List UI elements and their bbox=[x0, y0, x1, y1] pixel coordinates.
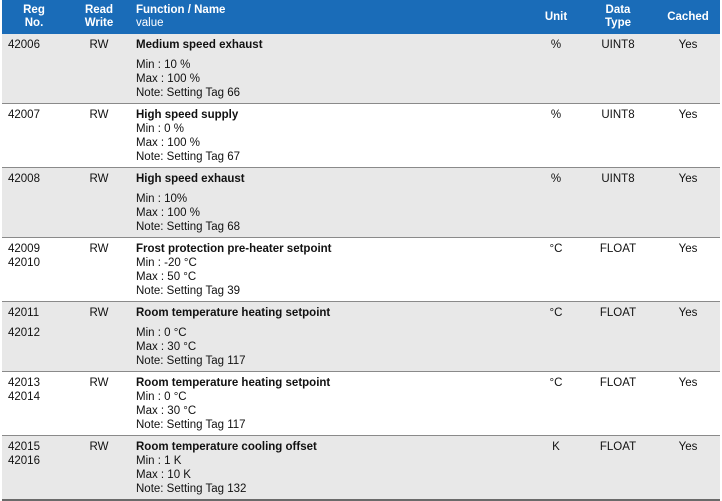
rw-cell: RW bbox=[89, 39, 109, 51]
table-header bbox=[2, 0, 720, 34]
table-row bbox=[2, 302, 720, 372]
cached-cell: Yes bbox=[678, 377, 698, 389]
rw-cell: RW bbox=[89, 441, 109, 453]
max-value: Max : 30 °C bbox=[136, 341, 197, 353]
cached-cell: Yes bbox=[678, 109, 698, 121]
reg-number-second: 42014 bbox=[8, 391, 40, 403]
header-rw-line1: Read bbox=[84, 4, 114, 16]
note: Note: Setting Tag 117 bbox=[136, 419, 246, 431]
table-row bbox=[2, 436, 720, 501]
note: Note: Setting Tag 67 bbox=[136, 151, 240, 163]
data-type-cell: FLOAT bbox=[599, 377, 637, 389]
cached-cell: Yes bbox=[678, 441, 698, 453]
header-rw-line2: Write bbox=[84, 17, 114, 29]
reg-number: 42009 bbox=[8, 243, 40, 255]
header-fn-line2: value bbox=[136, 17, 164, 29]
function-name: Room temperature heating setpoint bbox=[136, 307, 331, 319]
reg-number: 42011 bbox=[8, 307, 40, 319]
reg-cell bbox=[2, 372, 66, 436]
min-value: Min : 10% bbox=[136, 193, 188, 205]
cached-cell: Yes bbox=[678, 307, 698, 319]
table-row bbox=[2, 372, 720, 436]
unit-cell: % bbox=[550, 173, 562, 185]
reg-number-second: 42012 bbox=[8, 327, 40, 339]
reg-cell bbox=[2, 302, 66, 372]
unit-cell: °C bbox=[549, 377, 563, 389]
reg-cell bbox=[2, 238, 66, 302]
note: Note: Setting Tag 66 bbox=[136, 87, 240, 99]
header-cached: Cached bbox=[656, 0, 720, 34]
data-type-cell: UINT8 bbox=[601, 39, 635, 51]
function-cell bbox=[132, 372, 532, 436]
function-cell bbox=[132, 34, 532, 104]
function-name: Room temperature heating setpoint bbox=[136, 377, 331, 389]
data-type-cell: FLOAT bbox=[599, 243, 637, 255]
reg-cell bbox=[2, 168, 66, 238]
reg-cell bbox=[2, 34, 66, 104]
max-value: Max : 100 % bbox=[136, 137, 200, 149]
function-cell bbox=[132, 104, 532, 168]
register-table-container bbox=[2, 0, 720, 501]
unit-cell: °C bbox=[549, 243, 563, 255]
function-name: Medium speed exhaust bbox=[136, 39, 263, 51]
unit-cell: K bbox=[552, 441, 560, 453]
max-value: Max : 100 % bbox=[136, 207, 200, 219]
note: Note: Setting Tag 39 bbox=[136, 285, 240, 297]
header-reg-line2: No. bbox=[24, 17, 44, 29]
min-value: Min : -20 °C bbox=[136, 257, 197, 269]
reg-number: 42007 bbox=[8, 109, 40, 121]
reg-number-second: 42016 bbox=[8, 455, 40, 467]
min-value: Min : 1 K bbox=[136, 455, 182, 467]
max-value: Max : 50 °C bbox=[136, 271, 197, 283]
note: Note: Setting Tag 68 bbox=[136, 221, 240, 233]
header-type-line2: Type bbox=[605, 17, 631, 29]
max-value: Max : 10 K bbox=[136, 469, 191, 481]
reg-number: 42013 bbox=[8, 377, 40, 389]
data-type-cell: FLOAT bbox=[599, 441, 637, 453]
unit-cell: % bbox=[550, 109, 562, 121]
reg-number-second: 42010 bbox=[8, 257, 40, 269]
function-cell bbox=[132, 302, 532, 372]
unit-cell: °C bbox=[549, 307, 563, 319]
data-type-cell: UINT8 bbox=[601, 173, 635, 185]
data-type-cell: FLOAT bbox=[599, 307, 637, 319]
reg-number: 42006 bbox=[8, 39, 40, 51]
min-value: Min : 0 % bbox=[136, 123, 184, 135]
reg-cell bbox=[2, 436, 66, 501]
table-row bbox=[2, 168, 720, 238]
header-reg-no bbox=[2, 0, 66, 34]
register-table bbox=[2, 0, 720, 501]
min-value: Min : 0 °C bbox=[136, 391, 187, 403]
rw-cell: RW bbox=[89, 377, 109, 389]
max-value: Max : 100 % bbox=[136, 73, 200, 85]
reg-number: 42015 bbox=[8, 441, 40, 453]
header-read-write bbox=[66, 0, 132, 34]
header-data-type bbox=[580, 0, 656, 34]
header-type-line1: Data bbox=[605, 4, 631, 16]
function-cell bbox=[132, 168, 532, 238]
data-type-cell: UINT8 bbox=[601, 109, 635, 121]
note: Note: Setting Tag 117 bbox=[136, 355, 246, 367]
min-value: Min : 0 °C bbox=[136, 327, 187, 339]
cached-cell: Yes bbox=[678, 173, 698, 185]
cached-cell: Yes bbox=[678, 243, 698, 255]
reg-number: 42008 bbox=[8, 173, 40, 185]
table-row bbox=[2, 104, 720, 168]
function-cell bbox=[132, 436, 532, 501]
header-fn-line1: Function / Name bbox=[136, 4, 226, 16]
cached-cell: Yes bbox=[678, 39, 698, 51]
rw-cell: RW bbox=[89, 307, 109, 319]
table-body bbox=[2, 34, 720, 500]
function-name: Room temperature cooling offset bbox=[136, 441, 317, 453]
rw-cell: RW bbox=[89, 109, 109, 121]
rw-cell: RW bbox=[89, 243, 109, 255]
function-cell bbox=[132, 238, 532, 302]
function-name: High speed supply bbox=[136, 109, 239, 121]
header-function-name bbox=[132, 0, 532, 34]
function-name: Frost protection pre-heater setpoint bbox=[136, 243, 332, 255]
min-value: Min : 10 % bbox=[136, 59, 191, 71]
header-reg-line1: Reg bbox=[23, 4, 45, 16]
header-unit: Unit bbox=[532, 0, 580, 34]
table-row bbox=[2, 34, 720, 104]
unit-cell: % bbox=[550, 39, 562, 51]
table-row bbox=[2, 238, 720, 302]
max-value: Max : 30 °C bbox=[136, 405, 197, 417]
rw-cell: RW bbox=[89, 173, 109, 185]
reg-cell bbox=[2, 104, 66, 168]
note: Note: Setting Tag 132 bbox=[136, 483, 247, 495]
function-name: High speed exhaust bbox=[136, 173, 245, 185]
